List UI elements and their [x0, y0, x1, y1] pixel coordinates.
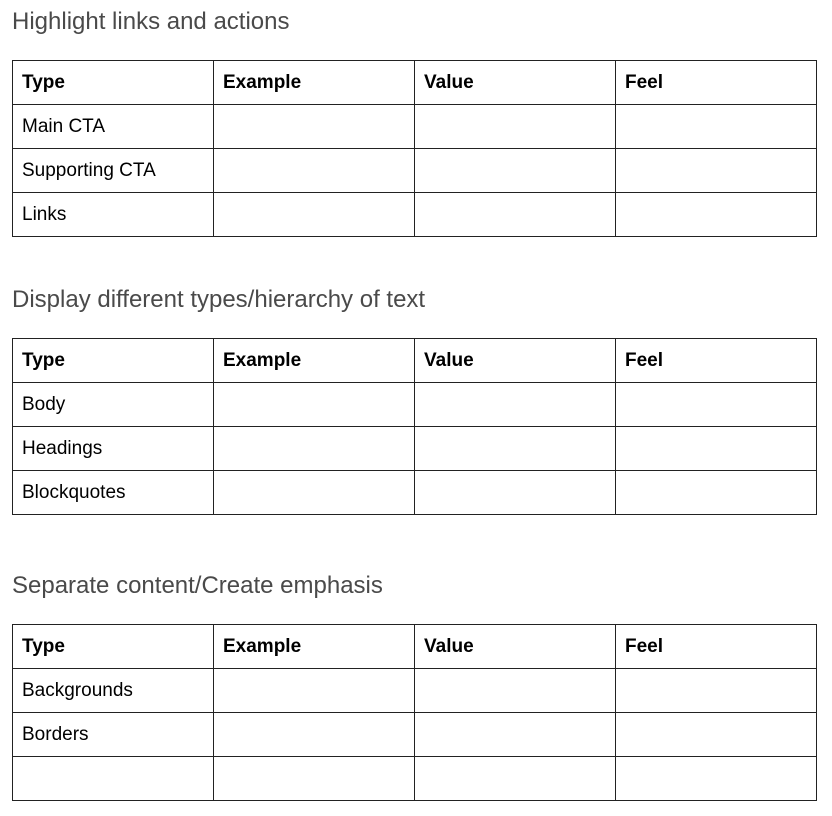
- table-cell[interactable]: [415, 193, 616, 237]
- table-cell[interactable]: [214, 105, 415, 149]
- header-cell-type[interactable]: Type: [13, 625, 214, 669]
- table-cell[interactable]: Backgrounds: [13, 669, 214, 713]
- table-cell[interactable]: [616, 193, 817, 237]
- header-cell-feel[interactable]: Feel: [616, 61, 817, 105]
- table-row: [13, 149, 817, 193]
- table-header-row: [13, 625, 817, 669]
- header-cell-feel[interactable]: Feel: [616, 339, 817, 383]
- header-cell-value[interactable]: Value: [415, 61, 616, 105]
- section-title-highlight-links: Highlight links and actions: [12, 8, 290, 35]
- table-cell[interactable]: [415, 669, 616, 713]
- table-cell[interactable]: [616, 471, 817, 515]
- table-cell[interactable]: [616, 427, 817, 471]
- table-cell[interactable]: Links: [13, 193, 214, 237]
- table-cell[interactable]: Supporting CTA: [13, 149, 214, 193]
- table-row: [13, 193, 817, 237]
- table-cell[interactable]: [616, 669, 817, 713]
- table-separate-content: [12, 624, 817, 801]
- table-cell[interactable]: [214, 427, 415, 471]
- table-cell[interactable]: Body: [13, 383, 214, 427]
- table-cell[interactable]: [616, 149, 817, 193]
- table-row: [13, 713, 817, 757]
- table-cell[interactable]: [415, 757, 616, 801]
- table-cell[interactable]: [214, 149, 415, 193]
- table-row: [13, 383, 817, 427]
- header-cell-value[interactable]: Value: [415, 625, 616, 669]
- table-highlight-links: [12, 60, 817, 237]
- header-cell-feel[interactable]: Feel: [616, 625, 817, 669]
- table-row: [13, 471, 817, 515]
- table-cell[interactable]: [214, 383, 415, 427]
- header-cell-value[interactable]: Value: [415, 339, 616, 383]
- section-title-separate-content: Separate content/Create emphasis: [12, 572, 383, 599]
- table-cell[interactable]: Main CTA: [13, 105, 214, 149]
- table-cell[interactable]: [214, 471, 415, 515]
- table-cell[interactable]: [214, 193, 415, 237]
- table-cell[interactable]: Headings: [13, 427, 214, 471]
- table-cell[interactable]: [415, 713, 616, 757]
- table-text-hierarchy: [12, 338, 817, 515]
- table-cell[interactable]: [415, 383, 616, 427]
- header-cell-example[interactable]: Example: [214, 61, 415, 105]
- table-cell[interactable]: [415, 471, 616, 515]
- table-cell[interactable]: [214, 713, 415, 757]
- table-cell[interactable]: [214, 669, 415, 713]
- table-header-row: [13, 339, 817, 383]
- header-cell-example[interactable]: Example: [214, 339, 415, 383]
- header-cell-type[interactable]: Type: [13, 339, 214, 383]
- table-cell[interactable]: [214, 757, 415, 801]
- table-row: [13, 669, 817, 713]
- table-row: [13, 757, 817, 801]
- header-cell-example[interactable]: Example: [214, 625, 415, 669]
- table-row: [13, 105, 817, 149]
- section-title-text-hierarchy: Display different types/hierarchy of text: [12, 286, 426, 313]
- table-row: [13, 427, 817, 471]
- table-cell[interactable]: Blockquotes: [13, 471, 214, 515]
- table-cell[interactable]: [415, 105, 616, 149]
- table-cell[interactable]: [415, 427, 616, 471]
- table-cell[interactable]: [13, 757, 214, 801]
- table-cell[interactable]: [616, 713, 817, 757]
- header-cell-type[interactable]: Type: [13, 61, 214, 105]
- table-cell[interactable]: Borders: [13, 713, 214, 757]
- table-cell[interactable]: [616, 757, 817, 801]
- table-cell[interactable]: [616, 383, 817, 427]
- table-cell[interactable]: [415, 149, 616, 193]
- table-header-row: [13, 61, 817, 105]
- table-cell[interactable]: [616, 105, 817, 149]
